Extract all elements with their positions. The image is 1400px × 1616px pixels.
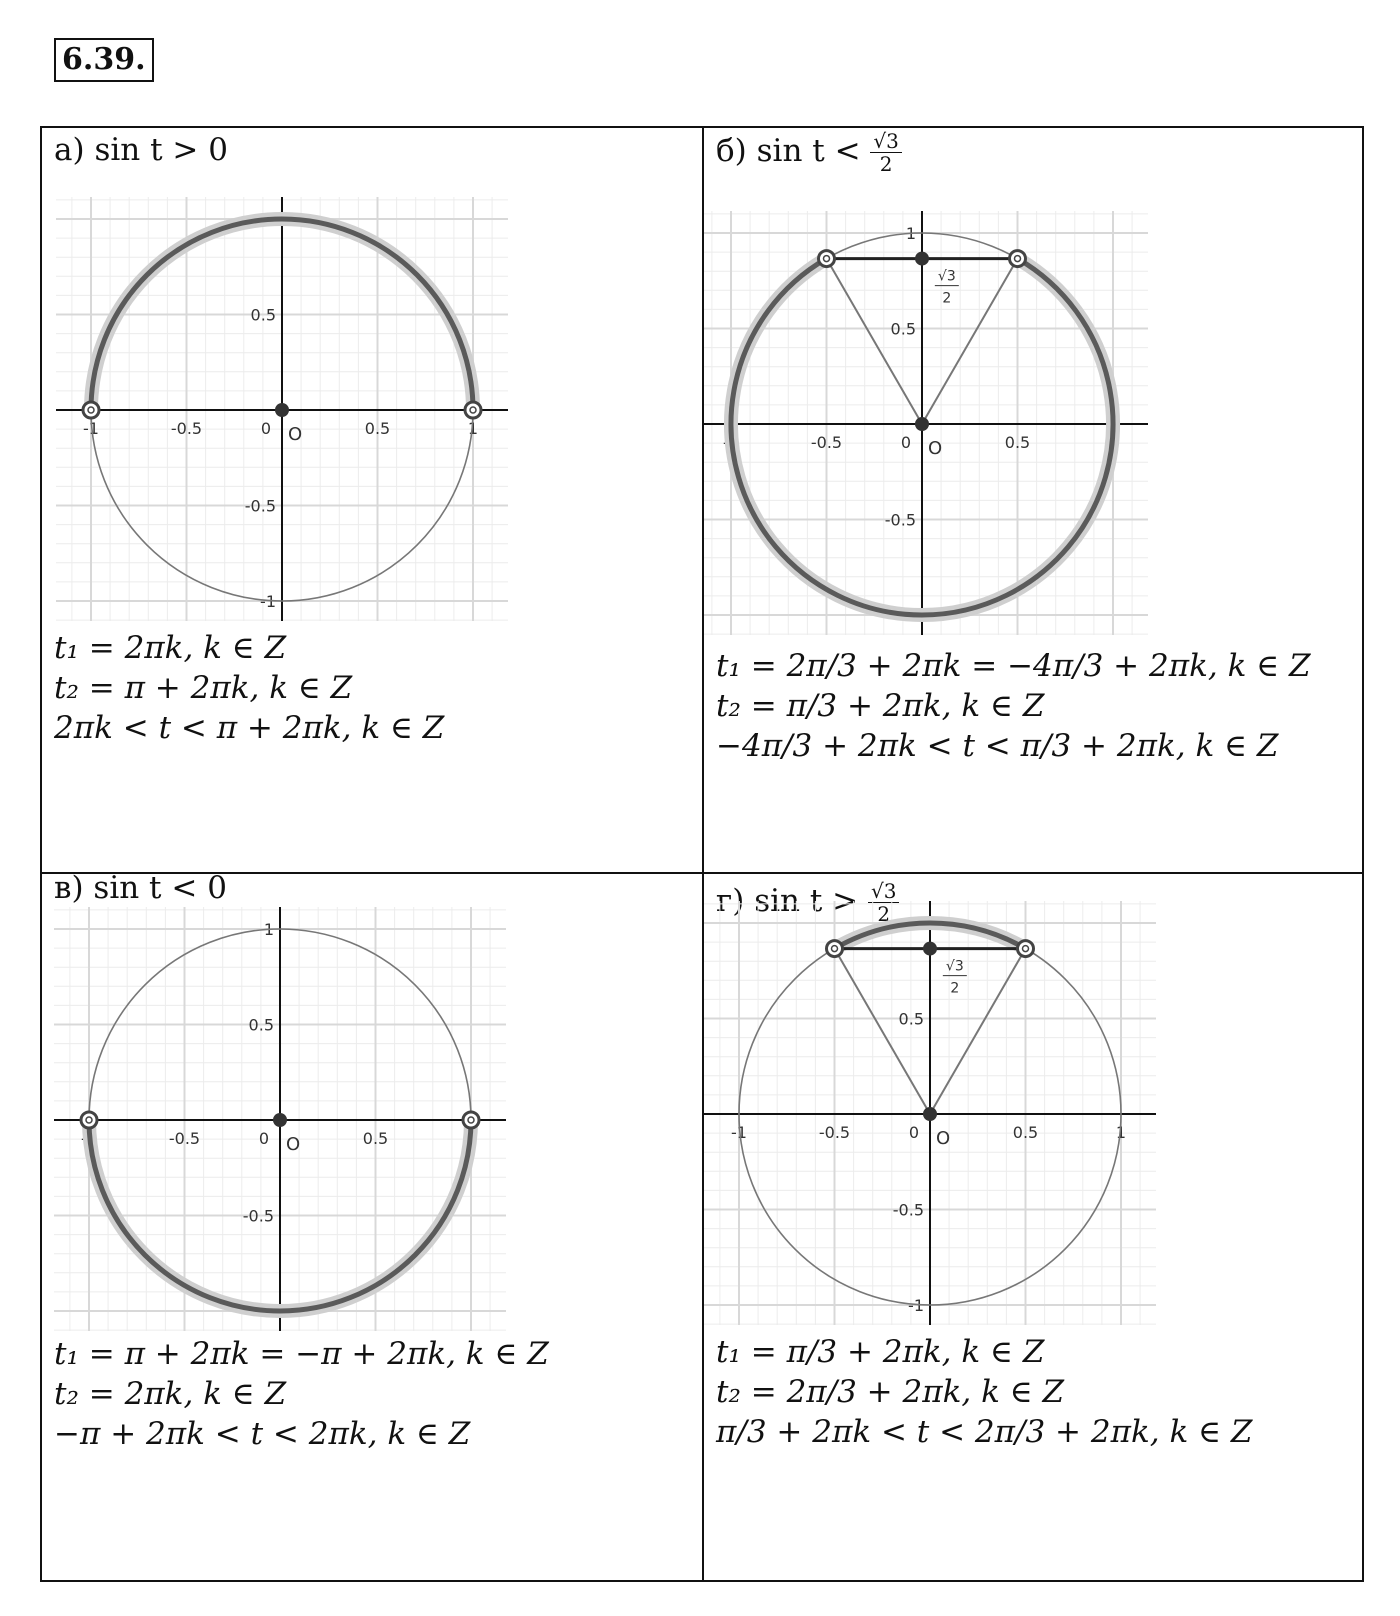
x-tick-label: -1 (723, 433, 739, 452)
solution-line: t₂ = π + 2πk, k ∈ Z (54, 670, 353, 706)
origin-label: O (936, 1128, 951, 1149)
radius-line (827, 259, 923, 424)
solution-line: t₂ = π/3 + 2πk, k ∈ Z (716, 688, 1045, 724)
y-tick-label: -0.5 (884, 510, 916, 530)
solution-line: −π + 2πk < t < 2πk, k ∈ Z (54, 1416, 471, 1452)
cell-b-label: б) (716, 133, 747, 169)
cell-b-solution (716, 646, 1311, 766)
x-tick-label: 0 (260, 419, 272, 438)
x-tick-label: 1 (467, 419, 479, 438)
fraction-denominator: 2 (877, 902, 891, 926)
root-label-den: 2 (950, 980, 960, 997)
y-tick-label: 1 (263, 920, 274, 939)
radius-line (835, 949, 931, 1114)
cell-c-label: в) (54, 870, 84, 906)
x-tick-label: 0.5 (1004, 433, 1031, 452)
point (923, 1107, 937, 1121)
x-tick-label: 1 (1115, 1123, 1127, 1142)
unit-circle-plot-c (42, 874, 702, 1364)
y-tick-label: 1 (905, 224, 916, 243)
x-tick-label: 1 (465, 1129, 477, 1148)
solution-line: t₁ = 2π/3 + 2πk = −4π/3 + 2πk, k ∈ Z (716, 648, 1311, 684)
cell-c (42, 870, 702, 1582)
solution-line: π/3 + 2πk < t < 2π/3 + 2πk, k ∈ Z (716, 1414, 1253, 1450)
origin-label: O (286, 1134, 301, 1155)
y-tick-label: -1 (260, 592, 276, 611)
x-tick-label: 1 (1107, 433, 1119, 452)
y-tick-label: -0.5 (244, 496, 276, 516)
origin-label: O (288, 424, 303, 445)
y-tick-label: 0.5 (248, 1015, 274, 1035)
solution-line: t₂ = 2π/3 + 2πk, k ∈ Z (716, 1374, 1065, 1410)
cell-d-solution (716, 1332, 1252, 1452)
y-tick-label: 1 (265, 210, 276, 229)
point (275, 403, 289, 417)
solution-line: t₂ = 2πk, k ∈ Z (54, 1376, 287, 1412)
fraction-numerator: √3 (868, 880, 899, 903)
x-tick-label: -0.5 (818, 1123, 851, 1142)
cell-a-solution (54, 628, 444, 748)
open-point (1010, 251, 1026, 267)
x-tick-label: -1 (83, 419, 99, 438)
cell-d-label: г) (716, 883, 745, 919)
open-point (1018, 941, 1034, 957)
x-tick-label: -0.5 (170, 419, 203, 438)
solution-line: t₁ = π + 2πk = −π + 2πk, k ∈ Z (54, 1336, 549, 1372)
point (923, 942, 937, 956)
open-point (81, 1112, 97, 1128)
cell-c-inequality: sin t < 0 (93, 870, 227, 906)
point (915, 417, 929, 431)
open-point (83, 402, 99, 418)
x-tick-label: 0 (258, 1129, 270, 1148)
root-label-num: √3 (945, 958, 964, 975)
unit-circle-plot-a (42, 128, 702, 648)
fraction-numerator: √3 (870, 130, 901, 153)
problem-number: 6.39. (54, 38, 154, 82)
solution-line: −4π/3 + 2πk < t < π/3 + 2πk, k ∈ Z (716, 728, 1279, 764)
y-tick-label: 0.5 (250, 305, 276, 325)
y-tick-label: -1 (258, 1302, 274, 1321)
x-tick-label: 0 (900, 433, 912, 452)
unit-circle-plot-d (704, 874, 1364, 1354)
cell-a (42, 128, 702, 872)
y-tick-label: 1 (913, 914, 924, 933)
root-label-num: √3 (937, 268, 956, 285)
y-tick-label: -1 (900, 606, 916, 625)
cell-b-inequality: sin t < (756, 133, 861, 169)
cell-d-inequality: sin t > (754, 883, 859, 919)
point (273, 1113, 287, 1127)
open-point (819, 251, 835, 267)
solution-table (40, 126, 1364, 1582)
x-tick-label: 0 (908, 1123, 920, 1142)
y-tick-label: -0.5 (892, 1200, 924, 1220)
root-label-den: 2 (942, 290, 952, 307)
cell-a-inequality: sin t > 0 (94, 132, 228, 168)
radius-line (930, 949, 1026, 1114)
unit-circle-plot-b (704, 128, 1364, 658)
point (915, 252, 929, 266)
x-tick-label: 0.5 (364, 419, 391, 438)
solution-line: 2πk < t < π + 2πk, k ∈ Z (54, 710, 445, 746)
cell-a-label: а) (54, 132, 85, 168)
y-tick-label: -0.5 (242, 1206, 274, 1226)
y-tick-label: -1 (908, 1296, 924, 1315)
open-point (465, 402, 481, 418)
x-tick-label: 0.5 (1012, 1123, 1039, 1142)
origin-label: O (928, 438, 943, 459)
x-tick-label: -1 (731, 1123, 747, 1142)
x-tick-label: -1 (81, 1129, 97, 1148)
cell-c-solution (54, 1334, 549, 1454)
cell-b (704, 128, 1364, 872)
x-tick-label: 0.5 (362, 1129, 389, 1148)
open-point (463, 1112, 479, 1128)
solution-line: t₁ = 2πk, k ∈ Z (54, 630, 287, 666)
cell-d (704, 874, 1364, 1582)
y-tick-label: 0.5 (890, 319, 916, 339)
fraction-denominator: 2 (879, 152, 893, 176)
solution-line: t₁ = π/3 + 2πk, k ∈ Z (716, 1334, 1045, 1370)
x-tick-label: -0.5 (810, 433, 843, 452)
radius-line (922, 259, 1018, 424)
open-point (827, 941, 843, 957)
x-tick-label: -0.5 (168, 1129, 201, 1148)
y-tick-label: 0.5 (898, 1009, 924, 1029)
